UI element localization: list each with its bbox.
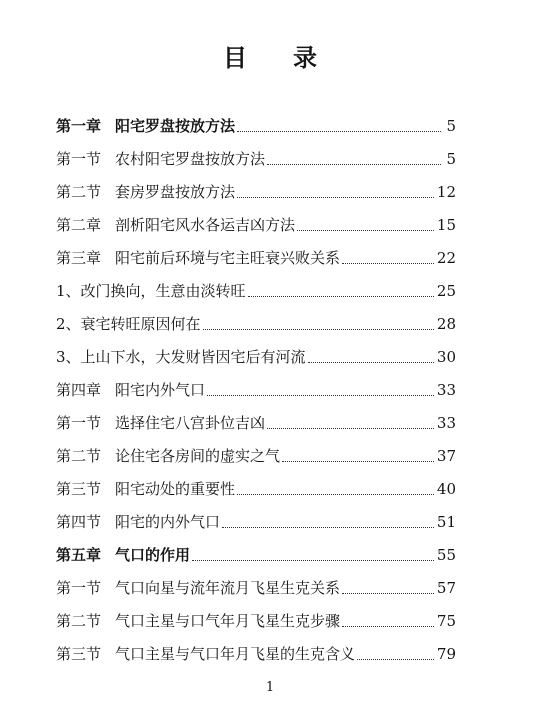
dot-leader [267, 163, 441, 165]
toc-entry-number: 第一章 [56, 117, 102, 135]
toc-entry[interactable] [56, 178, 456, 202]
toc-entry-number: 第二节 [56, 183, 102, 201]
toc-entry-title: 1、改门换向，生意由淡转旺 [56, 282, 246, 300]
toc-entry[interactable] [56, 343, 456, 367]
toc-entry-title: 3、上山下水，大发财皆因宅后有河流 [56, 348, 306, 366]
toc-entry-title: 阳宅罗盘按放方法 [115, 117, 236, 135]
toc-entry[interactable] [56, 112, 456, 136]
toc-entry-page: 12 [436, 183, 456, 201]
dot-leader [248, 295, 434, 297]
dot-leader [203, 328, 434, 330]
toc-entry-page: 57 [436, 579, 456, 597]
toc-entry-number: 第二节 [56, 447, 102, 465]
toc-entry[interactable] [56, 244, 456, 268]
toc-entry[interactable] [56, 376, 456, 400]
toc-entry-page: 28 [436, 315, 456, 333]
toc-entry-number: 第一节 [56, 414, 102, 432]
toc-entry[interactable] [56, 409, 456, 433]
toc-entry-page: 40 [436, 480, 456, 498]
toc-entry-title: 选择住宅八宫卦位吉凶 [115, 414, 266, 432]
toc-entry-page: 75 [436, 612, 456, 630]
dot-leader [342, 592, 434, 594]
toc-entry-title: 阳宅动处的重要性 [115, 480, 236, 498]
dot-leader [342, 262, 434, 264]
toc-entry-number: 第一节 [56, 150, 102, 168]
dot-leader [207, 394, 434, 396]
dot-leader [267, 427, 434, 429]
toc-entry-page: 30 [436, 348, 456, 366]
toc-entry-page: 51 [436, 513, 456, 531]
toc-entry-title: 套房罗盘按放方法 [115, 183, 236, 201]
toc-entry-number: 第三节 [56, 480, 102, 498]
toc-entry-number: 第二章 [56, 216, 102, 234]
toc-entry-page: 22 [436, 249, 456, 267]
dot-leader [237, 130, 441, 132]
dot-leader [342, 625, 434, 627]
toc-entry-title: 气口的作用 [115, 546, 191, 564]
toc-entry-page: 37 [436, 447, 456, 465]
page-title [0, 38, 540, 73]
toc-entry-page: 5 [446, 117, 456, 135]
toc-entry[interactable] [56, 640, 456, 664]
toc-entry-number: 第四节 [56, 513, 102, 531]
dot-leader [357, 658, 434, 660]
title-char-left: 目 [223, 43, 247, 72]
dot-leader [237, 493, 434, 495]
toc-entry-page: 25 [436, 282, 456, 300]
toc-entry-title: 气口主星与口气年月飞星生克步骤 [115, 612, 341, 630]
toc-entry-page: 33 [436, 414, 456, 432]
toc-entry-title: 阳宅前后环境与宅主旺衰兴败关系 [115, 249, 341, 267]
dot-leader [282, 460, 434, 462]
toc-entry-page: 5 [446, 150, 456, 168]
toc-entry-title: 剖析阳宅风水各运吉凶方法 [115, 216, 296, 234]
toc-entry[interactable] [56, 442, 456, 466]
toc-entry-title: 农村阳宅罗盘按放方法 [115, 150, 266, 168]
toc-entry-page: 33 [436, 381, 456, 399]
toc-entry-title: 阳宅的内外气口 [115, 513, 221, 531]
toc-entry[interactable] [56, 145, 456, 169]
toc-entry-number: 第三章 [56, 249, 102, 267]
toc-entry-title: 气口主星与气口年月飞星的生克含义 [115, 645, 356, 663]
title-char-right: 录 [293, 43, 317, 72]
toc-entry-page: 55 [436, 546, 456, 564]
toc-entry-title: 论住宅各房间的虚实之气 [115, 447, 281, 465]
toc-entry-number: 第四章 [56, 381, 102, 399]
toc-entry-title: 阳宅内外气口 [115, 381, 206, 399]
toc-entry-number: 第一节 [56, 579, 102, 597]
toc-entry-title: 2、衰宅转旺原因何在 [56, 315, 201, 333]
toc-entry[interactable] [56, 475, 456, 499]
toc-entry[interactable] [56, 508, 456, 532]
toc-entry-number: 第二节 [56, 612, 102, 630]
dot-leader [308, 361, 434, 363]
toc-entry[interactable] [56, 277, 456, 301]
dot-leader [237, 196, 434, 198]
dot-leader [192, 559, 434, 561]
toc-entry-page: 15 [436, 216, 456, 234]
toc-entry-number: 第五章 [56, 546, 102, 564]
toc-entry-title: 气口向星与流年流月飞星生克关系 [115, 579, 341, 597]
toc-entry-page: 79 [436, 645, 456, 663]
toc-entry[interactable] [56, 541, 456, 565]
dot-leader [222, 526, 434, 528]
toc-entry[interactable] [56, 607, 456, 631]
dot-leader [297, 229, 434, 231]
page-number: 1 [265, 680, 275, 695]
toc-entry[interactable] [56, 310, 456, 334]
toc-entry[interactable] [56, 211, 456, 235]
toc-entry[interactable] [56, 574, 456, 598]
toc-entry-number: 第三节 [56, 645, 102, 663]
